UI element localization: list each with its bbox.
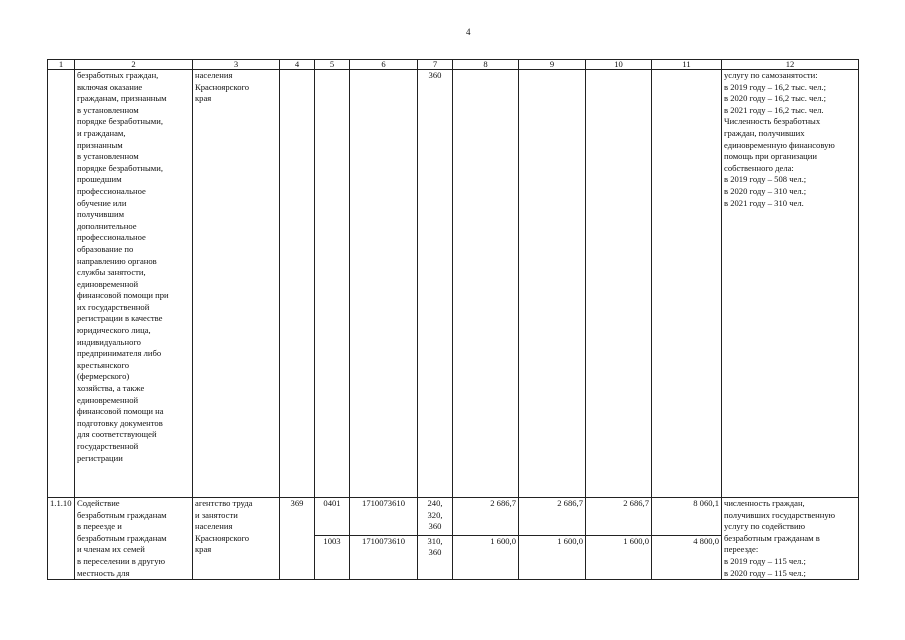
cell-rzpr: 0401 [315, 498, 350, 536]
cell-2020 [519, 70, 586, 498]
col-header: 3 [193, 60, 280, 70]
cell-executor: агентство труда и занятости населения Красноярского края [193, 498, 280, 580]
cell-measure-name: Содействие безработным гражданам в переезде и безработным гражданам и членам их семей в переселении в другую местность для [75, 498, 193, 580]
page-number: 4 [466, 27, 471, 37]
cell-2020: 2 686,7 [519, 498, 586, 536]
cell-2021: 1 600,0 [586, 535, 652, 579]
cell-grbs: 369 [280, 498, 315, 580]
cell-2021 [586, 70, 652, 498]
cell-2019: 2 686,7 [453, 498, 519, 536]
table-row-1-1-10 [48, 498, 859, 536]
cell-number [48, 70, 75, 498]
cell-executor: населения Красноярского края [193, 70, 280, 498]
column-number-row [48, 60, 859, 70]
cell-2021: 2 686,7 [586, 498, 652, 536]
cell-result: услугу по самозанятости: в 2019 году – 16,2 тыс. чел.; в 2020 году – 16,2 тыс. чел.; в 2021 году – 16,2 тыс. чел. Численность безработных граждан, получивших единовременную финансовую помощь при организации собственного дела: в 2019 году – 508 чел.; в 2020 году – 310 чел.; в 2021 году – 310 чел. [722, 70, 859, 498]
col-header: 5 [315, 60, 350, 70]
cell-2019 [453, 70, 519, 498]
cell-vr: 310, 360 [418, 535, 453, 579]
cell-csr [350, 70, 418, 498]
col-header: 9 [519, 60, 586, 70]
col-header: 1 [48, 60, 75, 70]
cell-number: 1.1.10 [48, 498, 75, 580]
col-header: 6 [350, 60, 418, 70]
cell-rzpr: 1003 [315, 535, 350, 579]
cell-csr: 1710073610 [350, 498, 418, 536]
cell-vr: 240, 320, 360 [418, 498, 453, 536]
col-header: 12 [722, 60, 859, 70]
col-header: 10 [586, 60, 652, 70]
cell-measure-name: безработных граждан, включая оказание гражданам, признанным в установленном порядке безработными, и гражданам, признанным в установленном порядке безработными, прошедшим профессиональное обучение или получившим дополнительное профессиональное образование по направлению органов службы занятости, единовременной финансовой помощи при их государственной регистрации в качестве юридического лица, индивидуального предпринимателя либо крестьянского (фермерского) хозяйства, а также единовременной финансовой помощи на подготовку документов для соответствующей государственной регистрации [75, 70, 193, 498]
cell-total: 8 060,1 [652, 498, 722, 536]
cell-result: численность граждан, получивших государственную услугу по содействию безработным гражданам в переезде: в 2019 году – 115 чел.; в 2020 году – 115 чел.; [722, 498, 859, 580]
col-header: 7 [418, 60, 453, 70]
col-header: 2 [75, 60, 193, 70]
cell-vr: 360 [418, 70, 453, 498]
cell-total: 4 800,0 [652, 535, 722, 579]
cell-2019: 1 600,0 [453, 535, 519, 579]
cell-total [652, 70, 722, 498]
cell-csr: 1710073610 [350, 535, 418, 579]
cell-grbs [280, 70, 315, 498]
program-table [47, 59, 859, 580]
col-header: 8 [453, 60, 519, 70]
table-row-continuation [48, 70, 859, 498]
cell-2020: 1 600,0 [519, 535, 586, 579]
cell-rzpr [315, 70, 350, 498]
col-header: 4 [280, 60, 315, 70]
col-header: 11 [652, 60, 722, 70]
